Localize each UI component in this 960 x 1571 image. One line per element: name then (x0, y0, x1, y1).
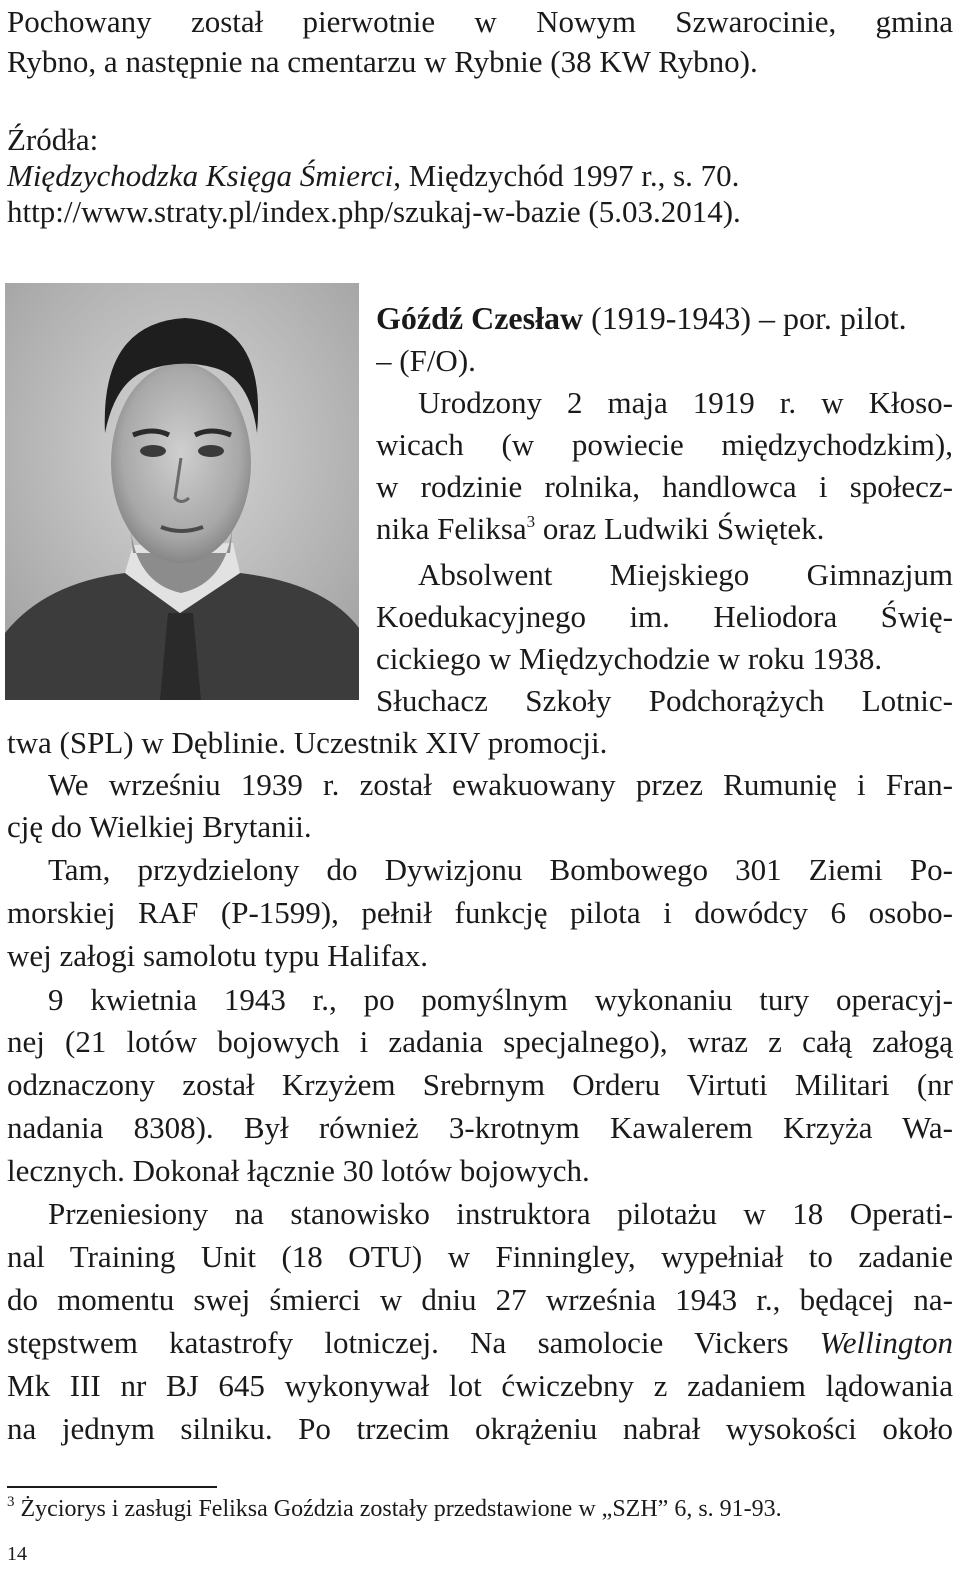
person-dates-rank: (1919-1943) – por. pilot. (583, 300, 907, 336)
footnote-divider (7, 1486, 217, 1488)
bio-line (7, 1321, 953, 1364)
bio-line: nej (21 lotów bojowych i zadania specjalnego), wraz z całą załogą (7, 1024, 953, 1059)
aircraft-name: Wellington (819, 1325, 953, 1360)
bio-line: Mk III nr BJ 645 wykonywał lot ćwiczebny z zadaniem lądowania (7, 1368, 953, 1403)
bio-line: Koedukacyjnego im. Heliodora Świę- (376, 599, 953, 634)
footnote-ref: 3 (526, 512, 536, 531)
bio-line: do momentu swej śmierci w dniu 27 września 1943 r., będącej na- (7, 1282, 953, 1317)
footnote-number: 3 (7, 1494, 15, 1510)
bio-line: Absolwent Miejskiego Gimnazjum (418, 557, 953, 592)
bio-line: w rodzinie rolnika, handlowca i społecz- (376, 469, 953, 504)
bio-line: Urodzony 2 maja 1919 r. w Kłoso- (418, 385, 953, 420)
footnote-text: Życiorys i zasługi Feliksa Goździa zostały przedstawione w „SZH” 6, s. 91-93. (14, 1496, 782, 1522)
bio-line: cickiego w Międzychodzie w roku 1938. (376, 641, 883, 676)
sources-url: http://www.straty.pl/index.php/szukaj-w-bazie (5.03.2014). (7, 194, 741, 229)
bio-line: nadania 8308). Był również 3-krotnym Kawalerem Krzyża Wa- (7, 1110, 953, 1145)
person-name: Góźdź Czesław (376, 300, 584, 336)
book-details: , Międzychód 1997 r., s. 70. (393, 158, 740, 193)
bio-text: stępstwem katastrofy lotniczej. Na samolocie Vickers (7, 1325, 820, 1360)
bio-text: nika Feliksa (376, 511, 527, 546)
bio-line: 9 kwietnia 1943 r., po pomyślnym wykonaniu tury operacyj- (48, 982, 953, 1017)
bio-heading (376, 297, 953, 340)
page-number: 14 (7, 1543, 27, 1565)
bio-line: We wrześniu 1939 r. został ewakuowany przez Rumunię i Fran- (48, 767, 953, 802)
bio-line: odznaczony został Krzyżem Srebrnym Orderu Virtuti Militari (nr (7, 1067, 953, 1102)
bio-line: lecznych. Dokonał łącznie 30 lotów bojowych. (7, 1153, 590, 1188)
bio-line: Przeniesiony na stanowisko instruktora pilotażu w 18 Operati- (48, 1196, 953, 1231)
bio-line: morskiej RAF (P-1599), pełnił funkcję pilota i dowódcy 6 osobo- (7, 895, 953, 930)
bio-line: Tam, przydzielony do Dywizjonu Bombowego 301 Ziemi Po- (48, 852, 953, 887)
bio-line: Słuchacz Szkoły Podchorążych Lotnic- (376, 683, 953, 718)
person-rank-abbrev: – (F/O). (376, 343, 476, 378)
bio-line: cję do Wielkiej Brytanii. (7, 809, 312, 844)
bio-line: wej załogi samolotu typu Halifax. (7, 938, 428, 973)
bio-line: wicach (w powiecie międzychodzkim), (376, 427, 953, 462)
book-title: Międzychodzka Księga Śmierci (7, 158, 394, 193)
bio-line: nal Training Unit (18 OTU) w Finningley, wypełniał to zadanie (7, 1239, 953, 1274)
intro-line: Rybno, a następnie na cmentarzu w Rybnie (38 KW Rybno). (7, 44, 758, 79)
bio-line: na jednym silniku. Po trzecim okrążeniu nabrał wysokości około (7, 1411, 953, 1446)
sources-heading: Źródła: (7, 122, 99, 157)
intro-line: Pochowany został pierwotnie w Nowym Szwarocinie, gmina (7, 4, 953, 39)
bio-line: twa (SPL) w Dęblinie. Uczestnik XIV promocji. (7, 725, 608, 760)
portrait-photo (5, 283, 359, 700)
footnote (7, 1494, 782, 1524)
bio-line (376, 507, 953, 550)
bio-text: oraz Ludwiki Świętek. (535, 511, 825, 546)
